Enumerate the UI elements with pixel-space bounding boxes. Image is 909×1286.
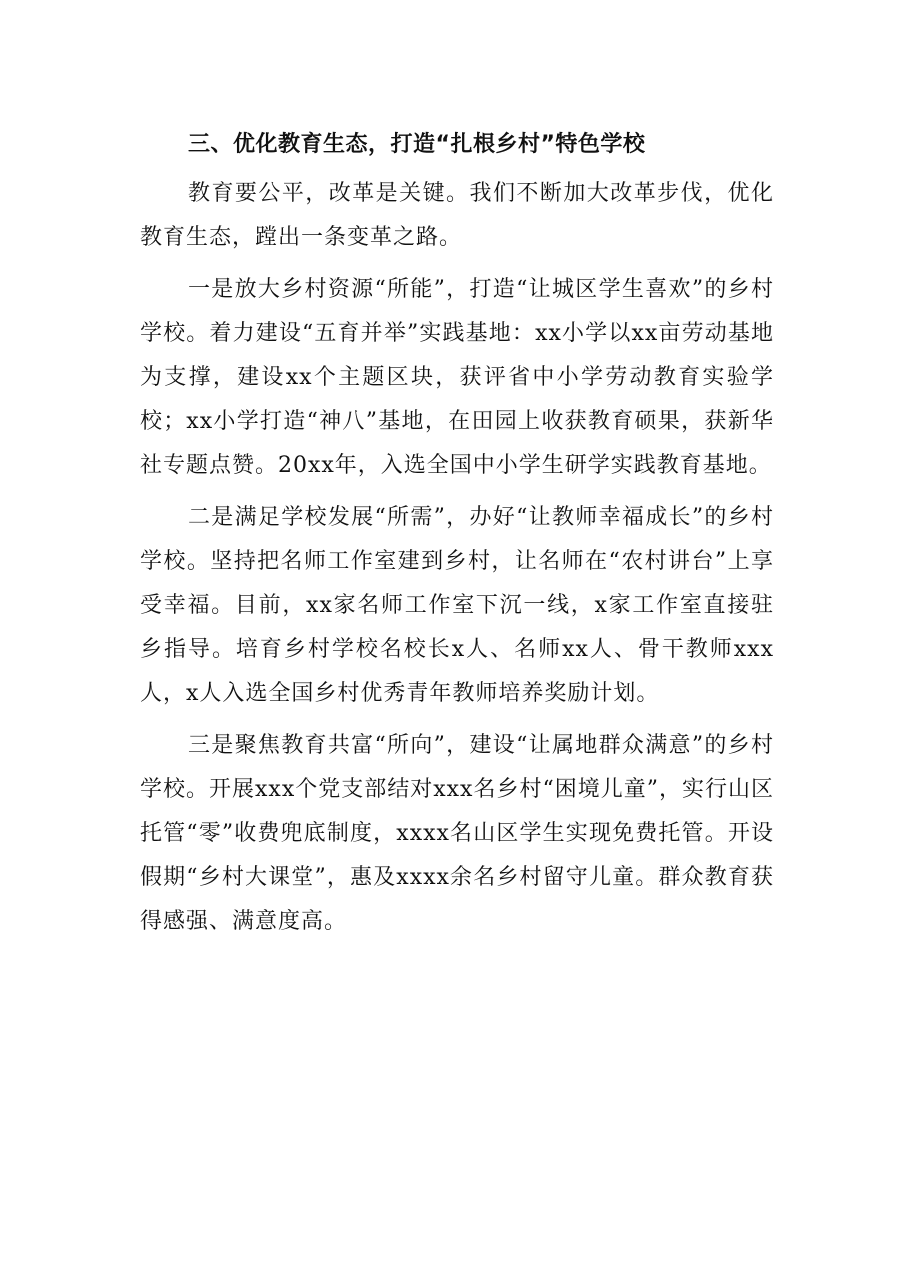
- paragraph-school-development: 二是满足学校发展“所需”，办好“让教师幸福成长”的乡村学校。坚持把名师工作室建到乡村，让名师在“农村讲台”上享受幸福。目前，xx家名师工作室下沉一线，x家工作室直接驻乡指导。培育乡村学校名校长x人、名师xx人、骨干教师xxx人，x人入选全国乡村优秀青年教师培养奖励计划。: [140, 505, 774, 706]
- paragraph-common-prosperity: 三是聚焦教育共富“所向”，建设“让属地群众满意”的乡村学校。开展xxx个党支部结对xxx名乡村“困境儿童”，实行山区托管“零”收费兜底制度，xxxx名山区学生实现免费托管。开设假期“乡村大课堂”，惠及xxxx余名乡村留守儿童。群众教育获得感强、满意度高。: [140, 733, 774, 934]
- intro-paragraph: 教育要公平，改革是关键。我们不断加大改革步伐，优化教育生态，蹚出一条变革之路。: [140, 181, 774, 250]
- section-heading: 三、优化教育生态，打造“扎根乡村”特色学校: [188, 132, 646, 157]
- paragraph-rural-resources: 一是放大乡村资源“所能”，打造“让城区学生喜欢”的乡村学校。着力建设“五育并举”实践基地：xx小学以xx亩劳动基地为支撑，建设xx个主题区块，获评省中小学劳动教育实验学校；xx小学打造“神八”基地，在田园上收获教育硕果，获新华社专题点赞。20xx年，入选全国中小学生研学实践教育基地。: [140, 277, 774, 478]
- document-page: [140, 124, 774, 944]
